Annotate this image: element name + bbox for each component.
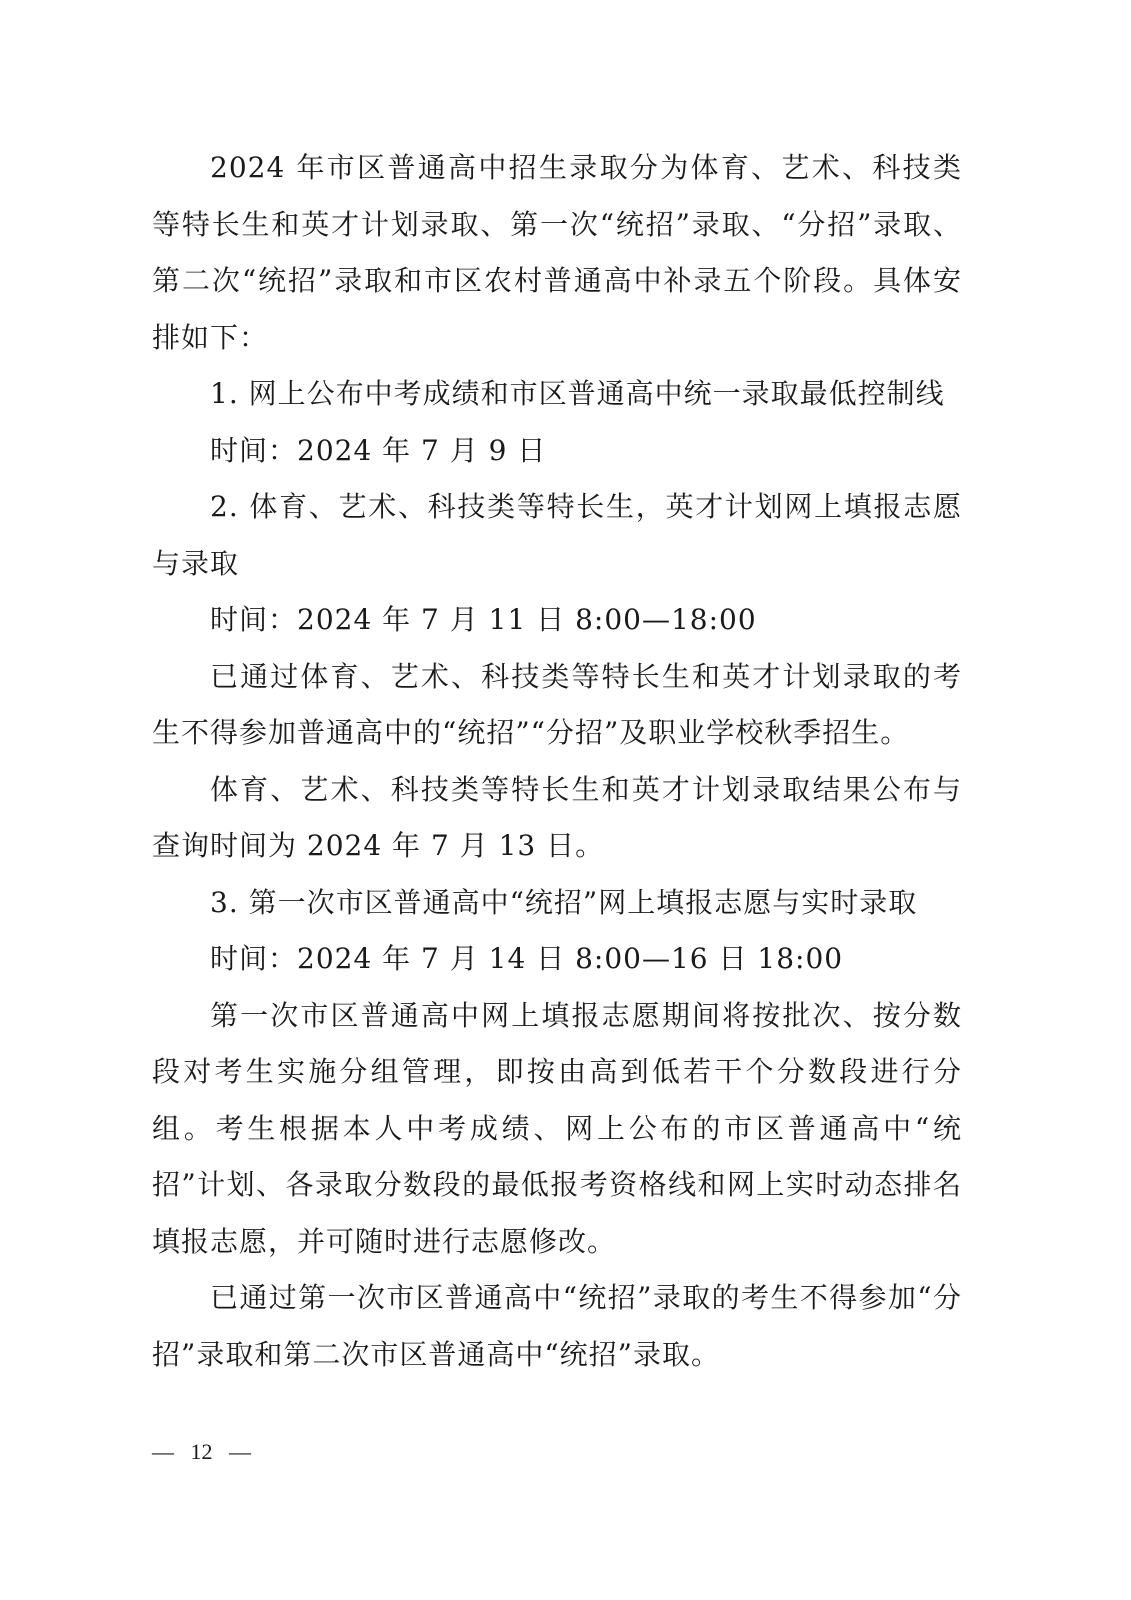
item-1-heading: 1. 网上公布中考成绩和市区普通高中统一录取最低控制线: [210, 377, 945, 410]
item-2-heading: 2. 体育、艺术、科技类等特长生，英才计划网上填报志愿与录取: [152, 490, 962, 580]
item-3-heading: 3. 第一次市区普通高中“统招”网上填报志愿与实时录取: [210, 885, 918, 919]
document-body: [152, 140, 962, 1383]
paragraph-intro: 2024 年市区普通高中招生录取分为体育、艺术、科技类等特长生和英才计划录取、第一次“统招”录取、“分招”录取、第二次“统招”录取和市区农村普通高中补录五个阶段。具体安排如下：: [152, 151, 962, 354]
page-number: — 12 —: [152, 1439, 251, 1464]
item-3-note: 已通过第一次市区普通高中“统招”录取的考生不得参加“分招”录取和第二次市区普通高中“统招”录取。: [152, 1281, 962, 1371]
item-3-description: 第一次市区普通高中网上填报志愿期间将按批次、按分数段对考生实施分组管理，即按由高到低若干个分数段进行分组。考生根据本人中考成绩、网上公布的市区普通高中“统招”计划、各录取分数段的最低报考资格线和网上实时动态排名填报志愿，并可随时进行志愿修改。: [152, 998, 962, 1258]
item-1-time: 时间：2024 年 7 月 9 日: [210, 433, 547, 467]
item-3-time: 时间：2024 年 7 月 14 日 8:00—16 日 18:00: [210, 942, 844, 975]
item-2-time: 时间：2024 年 7 月 11 日 8:00—18:00: [210, 603, 757, 636]
item-2-note: 已通过体育、艺术、科技类等特长生和英才计划录取的考生不得参加普通高中的“统招”“分招”及职业学校秋季招生。: [152, 659, 962, 749]
item-2-result-note: 体育、艺术、科技类等特长生和英才计划录取结果公布与查询时间为 2024 年 7 月 13 日。: [152, 772, 962, 862]
